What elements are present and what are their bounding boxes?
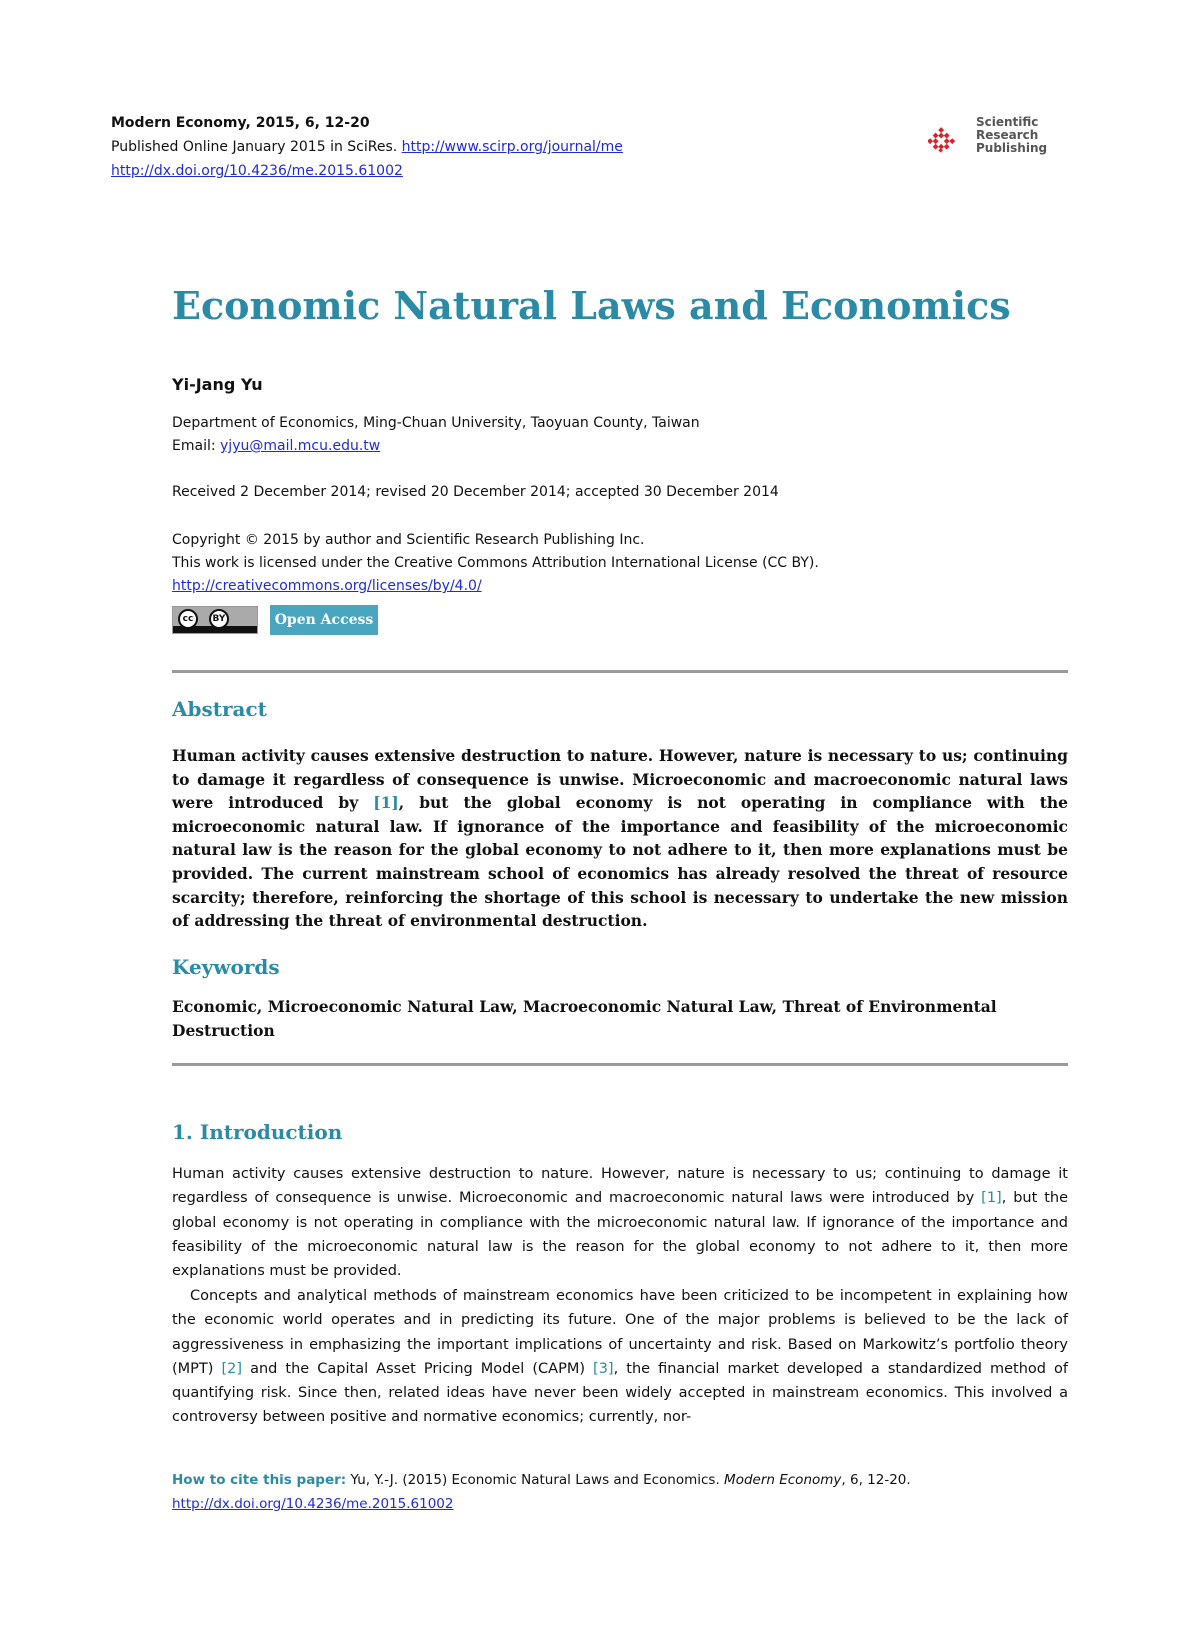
copyright-block: [172, 529, 1052, 598]
license-line: This work is licensed under the Creative Commons Attribution International License (CC BY).: [172, 555, 819, 571]
abstract-heading: Abstract: [172, 697, 267, 721]
email-link[interactable]: yjyu@mail.mcu.edu.tw: [220, 438, 381, 454]
copyright-line: Copyright © 2015 by author and Scientific Research Publishing Inc.: [172, 532, 645, 548]
published-line: [111, 135, 871, 159]
intro-p2-part-3: , the financial market developed a standardized method of quantifying risk. Since then, related ideas have never been widely accepted in mainstream economics. This involved a controversy between positive and normative economics; currently, nor-: [172, 1360, 1068, 1426]
how-to-cite: [172, 1468, 1068, 1516]
affiliation: Department of Economics, Ming-Chuan University, Taoyuan County, Taiwan: [172, 415, 700, 431]
cite-journal: Modern Economy: [724, 1472, 842, 1488]
reference-link[interactable]: [1]: [981, 1190, 1002, 1207]
affiliation-block: [172, 412, 1052, 458]
by-person-icon: BY: [209, 609, 229, 629]
reference-link[interactable]: [1]: [373, 793, 399, 813]
publisher-line-3: Publishing: [976, 141, 1048, 155]
cc-icon: cc: [178, 609, 198, 629]
doi-link[interactable]: http://dx.doi.org/10.4236/me.2015.61002: [111, 163, 403, 179]
publisher-line-1: Scientific: [976, 115, 1039, 129]
footer-doi-link[interactable]: http://dx.doi.org/10.4236/me.2015.61002: [172, 1496, 454, 1512]
paper-title: Economic Natural Laws and Economics: [172, 283, 1011, 328]
abstract-part-2: , but the global economy is not operating in compliance with the microeconomic natural law. If ignorance of the importance and feasibility of the microeconomic natural law is the reason for the global economy to not adhere to it, then more explanations must be provided. The current mainstream school of economics has already resolved the threat of resource scarcity; therefore, reinforcing the shortage of this school is necessary to undertake the new mission of addressing the threat of environmental destruction.: [172, 793, 1069, 931]
cite-label: How to cite this paper:: [172, 1472, 347, 1488]
abstract-part-1: Human activity causes extensive destruction to nature. However, nature is necessary to us; continuing to damage it regardless of consequence is unwise. Microeconomic and macroeconomic natural laws were introduced by: [172, 746, 1068, 813]
published-prefix: Published Online January 2015 in SciRes.: [111, 139, 398, 155]
intro-paragraph-2: [172, 1284, 1068, 1430]
cite-tail: , 6, 12-20.: [841, 1472, 911, 1488]
cite-text: Yu, Y.-J. (2015) Economic Natural Laws and Economics.: [346, 1472, 725, 1488]
author-name: Yi-Jang Yu: [172, 375, 263, 394]
reference-link[interactable]: [3]: [593, 1360, 614, 1377]
journal-citation: Modern Economy, 2015, 6, 12-20: [111, 115, 370, 131]
received-dates: Received 2 December 2014; revised 20 December 2014; accepted 30 December 2014: [172, 484, 779, 500]
intro-p2-part-2: and the Capital Asset Pricing Model (CAPM): [242, 1360, 594, 1377]
journal-link[interactable]: http://www.scirp.org/journal/me: [401, 139, 623, 155]
intro-paragraph-1: [172, 1162, 1068, 1283]
cite-line: [172, 1468, 1068, 1492]
intro-p2-part-1: Concepts and analytical methods of mainstream economics have been criticized to be incompetent in explaining how the economic world operates and in predicting its future. One of the major problems is believed to be the lack of aggressiveness in emphasizing the important implications of uncertainty and risk. Based on Markowitz’s portfolio theory (MPT): [172, 1288, 1068, 1377]
cc-by-badge[interactable]: [172, 606, 258, 634]
abstract-text: [172, 744, 1068, 933]
email-line: [172, 435, 1052, 458]
divider-top: [172, 670, 1068, 673]
reference-link[interactable]: [2]: [221, 1360, 243, 1377]
intro-p1-part-1: Human activity causes extensive destruction to nature. However, nature is necessary to us; continuing to damage it regardless of consequence is unwise. Microeconomic and macroeconomic natural laws were introduced by: [172, 1166, 1068, 1207]
page-header: [111, 111, 871, 183]
open-access-badge: Open Access: [270, 605, 378, 635]
publisher-name: [976, 116, 1047, 155]
keywords-heading: Keywords: [172, 955, 280, 979]
introduction-heading: 1. Introduction: [172, 1120, 343, 1144]
email-label: Email:: [172, 438, 216, 454]
keywords-text: Economic, Microeconomic Natural Law, Macroeconomic Natural Law, Threat of Environmental Destruction: [172, 997, 997, 1040]
divider-bottom: [172, 1063, 1068, 1066]
license-link[interactable]: http://creativecommons.org/licenses/by/4.0/: [172, 578, 482, 594]
intro-p1-part-2: , but the global economy is not operating in compliance with the microeconomic natural law. If ignorance of the importance and feasibility of the microeconomic natural law is the reason for the global economy to not adhere to it, then more explanations must be provided.: [172, 1190, 1069, 1280]
publisher-line-2: Research: [976, 128, 1039, 142]
